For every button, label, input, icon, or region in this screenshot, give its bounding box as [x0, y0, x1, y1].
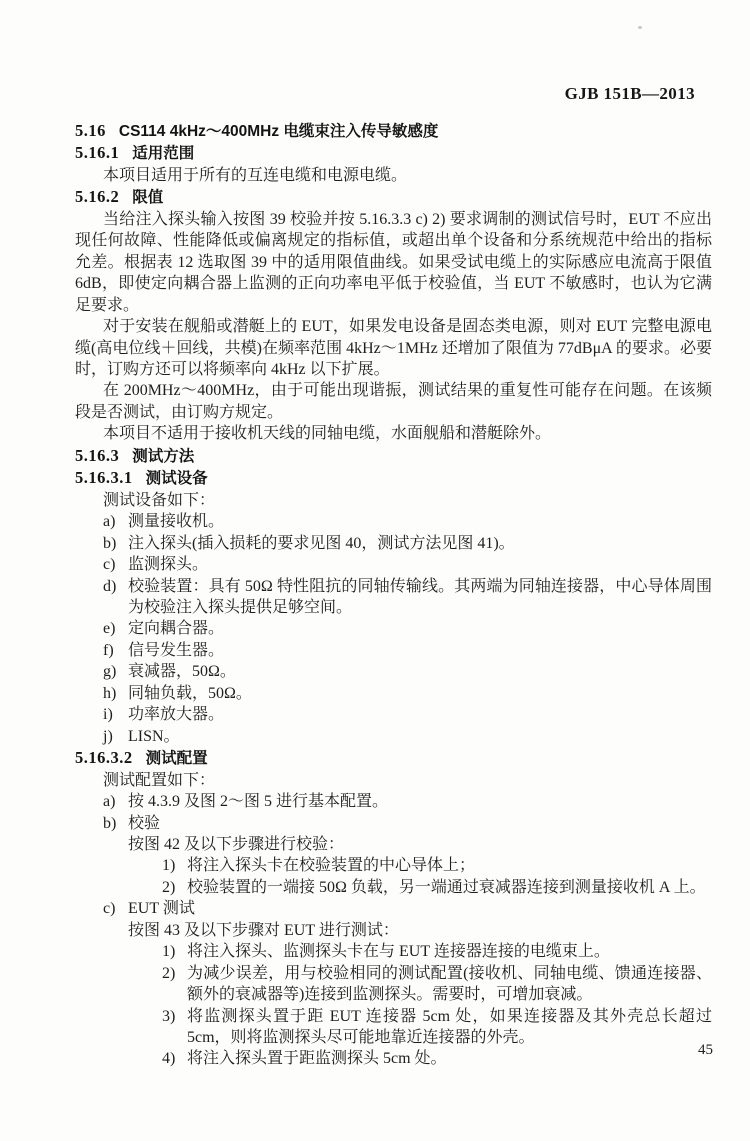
section-number: 5.16.2 — [75, 187, 120, 207]
list-marker: a) — [103, 793, 116, 811]
list-marker: 2) — [162, 878, 176, 896]
paragraph — [75, 165, 712, 186]
document-body — [75, 120, 712, 1070]
section-number: 5.16 — [75, 121, 106, 140]
list-item — [75, 813, 712, 834]
list-marker: e) — [103, 620, 116, 638]
list-item — [75, 661, 712, 682]
list-item — [75, 726, 712, 747]
text: 定向耦合器。 — [128, 620, 225, 638]
section-heading-5.16 — [75, 120, 712, 142]
list-marker: 1) — [162, 857, 176, 875]
text: 将注入探头卡在校验装置的中心导体上； — [187, 857, 476, 875]
text: LISN。 — [128, 727, 180, 745]
list-marker: 2) — [162, 964, 176, 982]
list-marker: c) — [103, 556, 116, 574]
text: 在 200MHz～400MHz，由于可能出现谐振，测试结果的重复性可能存在问题。在该频段是否测试，由订购方规定。 — [75, 382, 712, 421]
list-marker: f) — [103, 641, 114, 659]
list-item — [75, 533, 712, 554]
text: 衰减器，50Ω。 — [128, 663, 236, 681]
text: 为减少误差，用与校验相同的测试配置(接收机、同轴电缆、馈通连接器、额外的衰减器等)连接到监测探头。需要时，可增加衰减。 — [187, 964, 712, 1004]
list-item — [75, 618, 712, 639]
list-item — [75, 683, 712, 704]
text: 将注入探头、监测探头卡在与 EUT 连接器连接的电缆束上。 — [187, 943, 610, 961]
section-heading-5.16.1 — [75, 142, 712, 164]
list-marker: 4) — [162, 1050, 176, 1068]
text: 本项目不适用于接收机天线的同轴电缆，水面舰船和潜艇除外。 — [103, 425, 552, 443]
section-title: CS114 4kHz～400MHz 电缆束注入传导敏感度 — [118, 123, 439, 140]
paragraph — [75, 423, 712, 444]
list-item — [75, 704, 712, 725]
page-number: 45 — [698, 1042, 713, 1058]
sub-list-item — [75, 941, 712, 962]
list-item — [75, 791, 712, 812]
sub-list-item — [75, 963, 712, 1006]
text: 对于安装在舰船或潜艇上的 EUT，如果发电设备是固态类电源，则对 EUT 完整电源电缆(高电位线＋回线，共模)在频率范围 4kHz～1MHz 还增加了限值为 77dBμA 的要求。必要时，订购方还可以将频率向 4kHz 以下扩展。 — [75, 318, 712, 378]
text: 按图 43 及以下步骤对 EUT 进行测试： — [128, 921, 399, 939]
section-title: 限值 — [132, 189, 164, 207]
paragraph — [75, 209, 712, 316]
section-title: 测试设备 — [145, 470, 208, 488]
section-number: 5.16.1 — [75, 143, 120, 163]
section-number: 5.16.3.2 — [75, 748, 133, 768]
list-marker: 1) — [162, 943, 176, 961]
list-marker: j) — [103, 727, 113, 745]
paragraph — [75, 316, 712, 380]
text: 按 4.3.9 及图 2～图 5 进行基本配置。 — [128, 793, 389, 811]
list-marker: a) — [103, 513, 116, 531]
text: 测试配置如下： — [103, 771, 216, 789]
text: 将注入探头置于距监测探头 5cm 处。 — [187, 1050, 447, 1068]
list-marker: c) — [103, 900, 116, 918]
sub-paragraph — [75, 920, 712, 941]
text: 按图 42 及以下步骤进行校验： — [128, 835, 345, 853]
sub-list-item — [75, 1048, 712, 1069]
text: EUT 测试 — [128, 900, 195, 918]
text: 注入探头(插入损耗的要求见图 40，测试方法见图 41)。 — [128, 534, 515, 552]
text: 测试设备如下： — [103, 491, 216, 509]
list-marker: d) — [103, 577, 117, 595]
sub-list-item — [75, 855, 712, 876]
text: 信号发生器。 — [128, 641, 225, 659]
section-heading-5.16.3.2 — [75, 747, 712, 769]
text: 监测探头。 — [128, 556, 209, 574]
list-marker: 3) — [162, 1007, 176, 1025]
text: 本项目适用于所有的互连电缆和电源电缆。 — [103, 166, 408, 184]
paragraph — [75, 770, 712, 791]
list-item — [75, 554, 712, 575]
sub-paragraph — [75, 834, 712, 855]
scan-speck — [638, 26, 642, 29]
paragraph — [75, 380, 712, 423]
list-item — [75, 576, 712, 619]
paragraph — [75, 490, 712, 511]
list-marker: b) — [103, 814, 117, 832]
text: 校验装置的一端接 50Ω 负载，另一端通过衰减器连接到测量接收机 A 上。 — [187, 878, 706, 896]
text: 当给注入探头输入按图 39 校验并按 5.16.3.3 c) 2) 要求调制的测试信号时，EUT 不应出现任何故障、性能降低或偏离规定的指标值，或超出单个设备和分系统规范中给出的指标允差。根据表 12 选取图 39 中的适用限值曲线。如果受试电缆上的实际感应电流高于限值 6dB，即使定向耦合器上监测的正向功率电平低于校验值，当 EUT 不敏感时，也认为它满足要求。 — [75, 210, 712, 314]
text: 校验 — [128, 814, 161, 832]
text: 校验装置：具有 50Ω 特性阻抗的同轴传输线。其两端为同轴连接器，中心导体周围为校验注入探头提供足够空间。 — [128, 577, 712, 616]
section-title: 测试方法 — [132, 447, 195, 465]
list-item — [75, 898, 712, 919]
section-heading-5.16.3.1 — [75, 467, 712, 489]
section-heading-5.16.3 — [75, 445, 712, 467]
section-title: 测试配置 — [145, 750, 208, 768]
list-marker: h) — [103, 684, 117, 702]
standard-number-header: GJB 151B—2013 — [564, 84, 695, 103]
sub-list-item — [75, 877, 712, 898]
section-title: 适用范围 — [132, 145, 195, 163]
list-item — [75, 511, 712, 532]
section-heading-5.16.2 — [75, 186, 712, 208]
section-number: 5.16.3.1 — [75, 468, 133, 488]
text: 同轴负载，50Ω。 — [128, 684, 252, 702]
list-marker: g) — [103, 663, 117, 681]
section-number: 5.16.3 — [75, 445, 120, 465]
text: 测量接收机。 — [128, 513, 225, 531]
list-item — [75, 640, 712, 661]
text: 将监测探头置于距 EUT 连接器 5cm 处，如果连接器及其外壳总长超过 5cm，则将监测探头尽可能地靠近连接器的外壳。 — [187, 1007, 712, 1047]
text: 功率放大器。 — [128, 706, 225, 724]
sub-list-item — [75, 1006, 712, 1049]
list-marker: b) — [103, 534, 117, 552]
list-marker: i) — [103, 706, 113, 724]
